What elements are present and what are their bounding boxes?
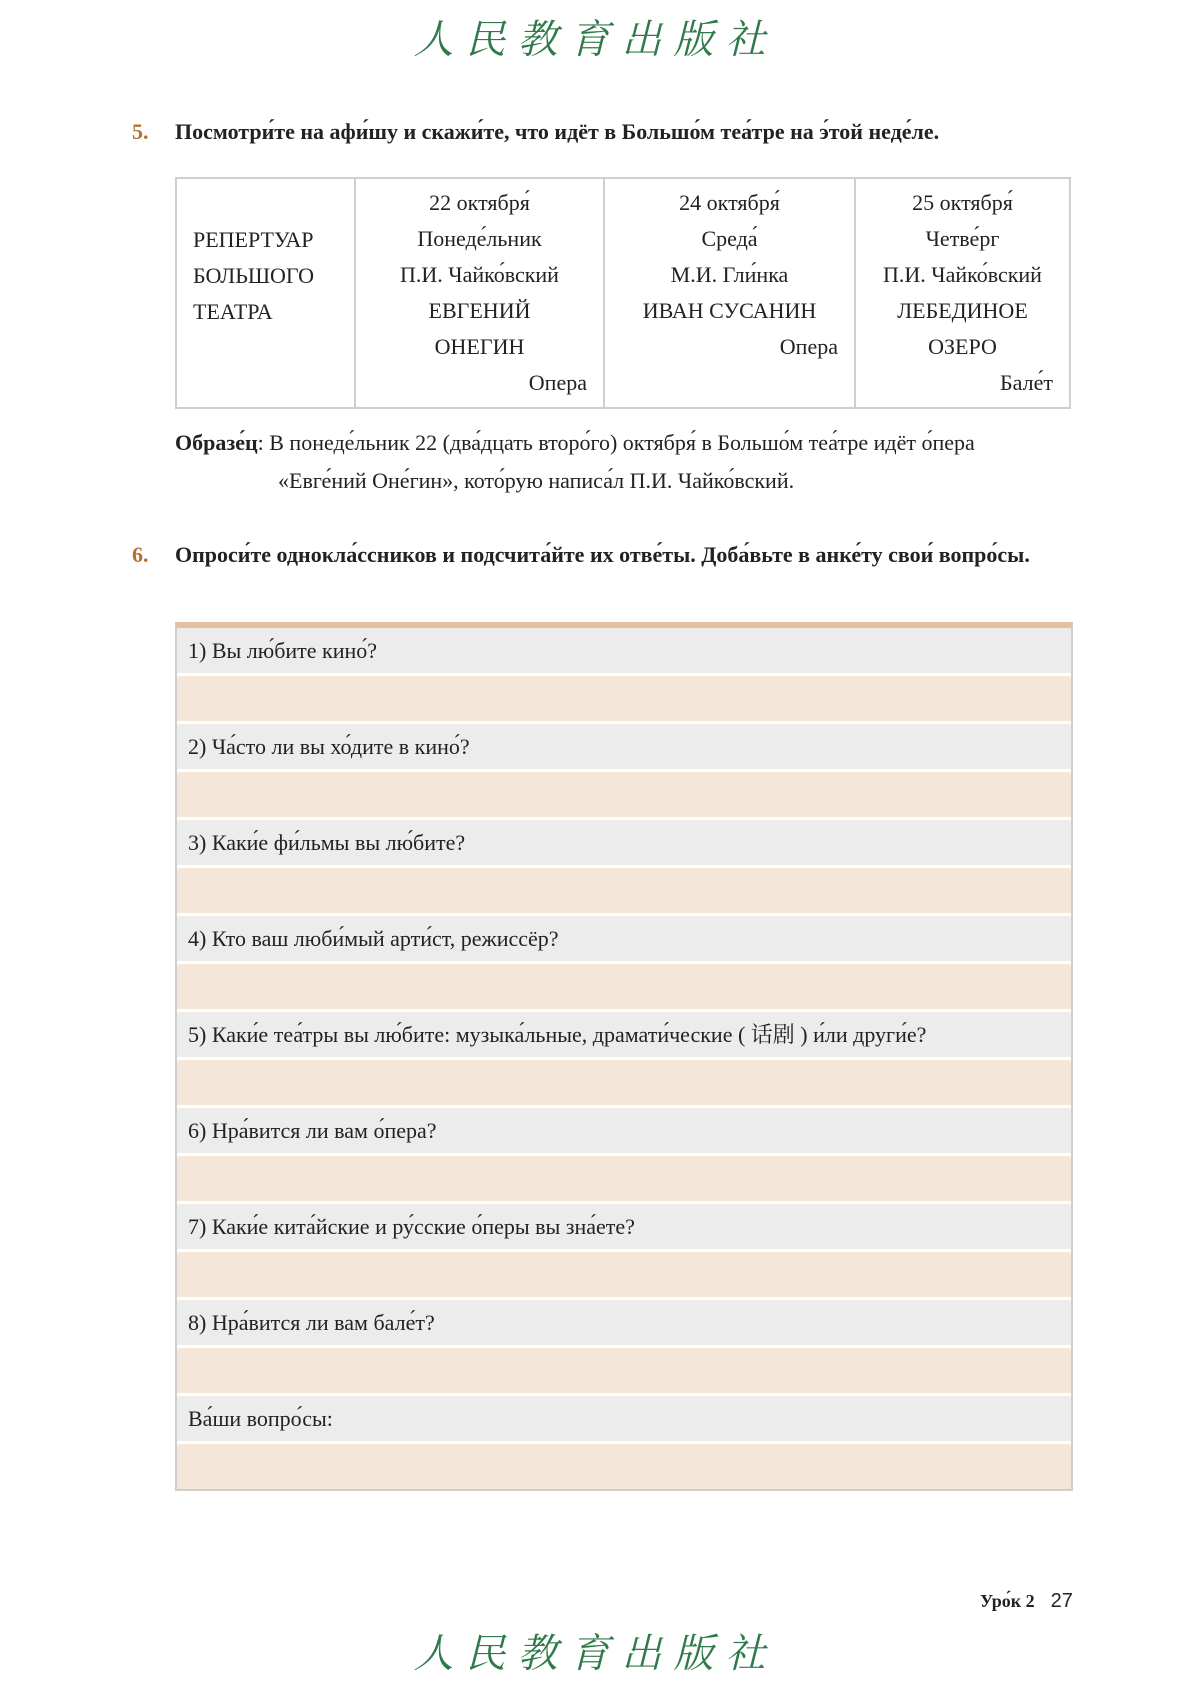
date: 22 октября́: [429, 190, 530, 215]
repertoire-column: [604, 178, 855, 408]
survey-question: 2) Ча́сто ли вы хо́дите в кино́?: [177, 724, 1071, 772]
composer: П.И. Чайко́вский: [883, 262, 1042, 287]
work-title: ЛЕБЕДИНОЕ: [897, 298, 1028, 323]
genre: Опера: [528, 370, 587, 395]
weekday: Четве́рг: [925, 226, 1000, 251]
survey-question: 4) Кто ваш люби́мый арти́ст, режиссёр?: [177, 916, 1071, 964]
exercise-instruction: Посмотри́те на афи́шу и скажи́те, что идёт в Большо́м теа́тре на э́той неде́ле.: [175, 119, 940, 144]
survey-question: 7) Каки́е кита́йские и ру́сские о́перы вы зна́ете?: [177, 1204, 1071, 1252]
genre: Опера: [779, 334, 838, 359]
weekday: Понеде́льник: [417, 226, 542, 251]
title-line: БОЛЬШОГО: [193, 263, 314, 288]
work-title: ИВАН СУСАНИН: [642, 298, 817, 323]
genre: Бале́т: [1000, 370, 1053, 395]
repertoire-table: [175, 177, 1071, 409]
answer-field[interactable]: [177, 964, 1071, 1012]
answer-field[interactable]: [177, 1156, 1071, 1204]
answer-field[interactable]: [177, 1060, 1071, 1108]
answer-field[interactable]: [177, 676, 1071, 724]
survey-question: 8) Нра́вится ли вам бале́т?: [177, 1300, 1071, 1348]
work-title: ЕВГЕНИЙ: [428, 298, 531, 323]
repertoire-column: [855, 178, 1070, 408]
exercise-6-heading: [132, 536, 1072, 574]
composer: М.И. Гли́нка: [670, 262, 789, 287]
sample-answer: [175, 424, 1071, 500]
sample-label: Образе́ц: [175, 430, 258, 455]
exercise-number: 6.: [132, 542, 149, 567]
survey-table: [175, 622, 1073, 1491]
survey-question: 1) Вы лю́бите кино́?: [177, 628, 1071, 676]
survey-question: Ва́ши вопро́сы:: [177, 1396, 1071, 1444]
survey-question: 5) Каки́е теа́тры вы лю́бите: музыка́льные, драмати́ческие ( 话剧 ) и́ли други́е?: [177, 1012, 1071, 1060]
work-title: ОНЕГИН: [434, 334, 525, 359]
answer-field[interactable]: [177, 1444, 1071, 1489]
exercise-number: 5.: [132, 119, 149, 144]
page-number: 27: [1050, 1590, 1073, 1612]
sample-text: : В понеде́льник 22 (два́дцать второ́го) октября́ в Большо́м теа́тре идёт о́пера: [257, 430, 975, 455]
answer-field[interactable]: [177, 1252, 1071, 1300]
survey-question: 3) Каки́е фи́льмы вы лю́бите?: [177, 820, 1071, 868]
exercise-instruction: Опроси́те одноκла́ссников и подсчита́йте их отве́ты. Доба́вьте в анке́ту свои́ вопро́сы.: [175, 542, 1030, 567]
exercise-5-heading: [132, 113, 1072, 151]
weekday: Среда́: [701, 226, 758, 251]
composer: П.И. Чайко́вский: [400, 262, 559, 287]
repertoire-column: [355, 178, 604, 408]
lesson-label: Уро́к 2: [980, 1591, 1035, 1611]
publisher-logo: 人民教育出版社: [413, 1631, 778, 1677]
answer-field[interactable]: [177, 772, 1071, 820]
page-footer: [980, 1590, 1073, 1613]
answer-field[interactable]: [177, 1348, 1071, 1396]
publisher-logo: 人民教育出版社: [413, 17, 778, 63]
work-title: ОЗЕРО: [928, 334, 997, 359]
date: 24 октября́: [679, 190, 780, 215]
sample-text-continued: «Евге́ний Оне́гин», кото́рую написа́л П.И. Чайко́вский.: [278, 468, 795, 493]
survey-question: 6) Нра́вится ли вам о́пера?: [177, 1108, 1071, 1156]
title-line: РЕПЕРТУАР: [193, 227, 314, 252]
title-line: ТЕАТРА: [193, 299, 273, 324]
date: 25 октября́: [912, 190, 1013, 215]
repertoire-title: [176, 178, 355, 408]
answer-field[interactable]: [177, 868, 1071, 916]
